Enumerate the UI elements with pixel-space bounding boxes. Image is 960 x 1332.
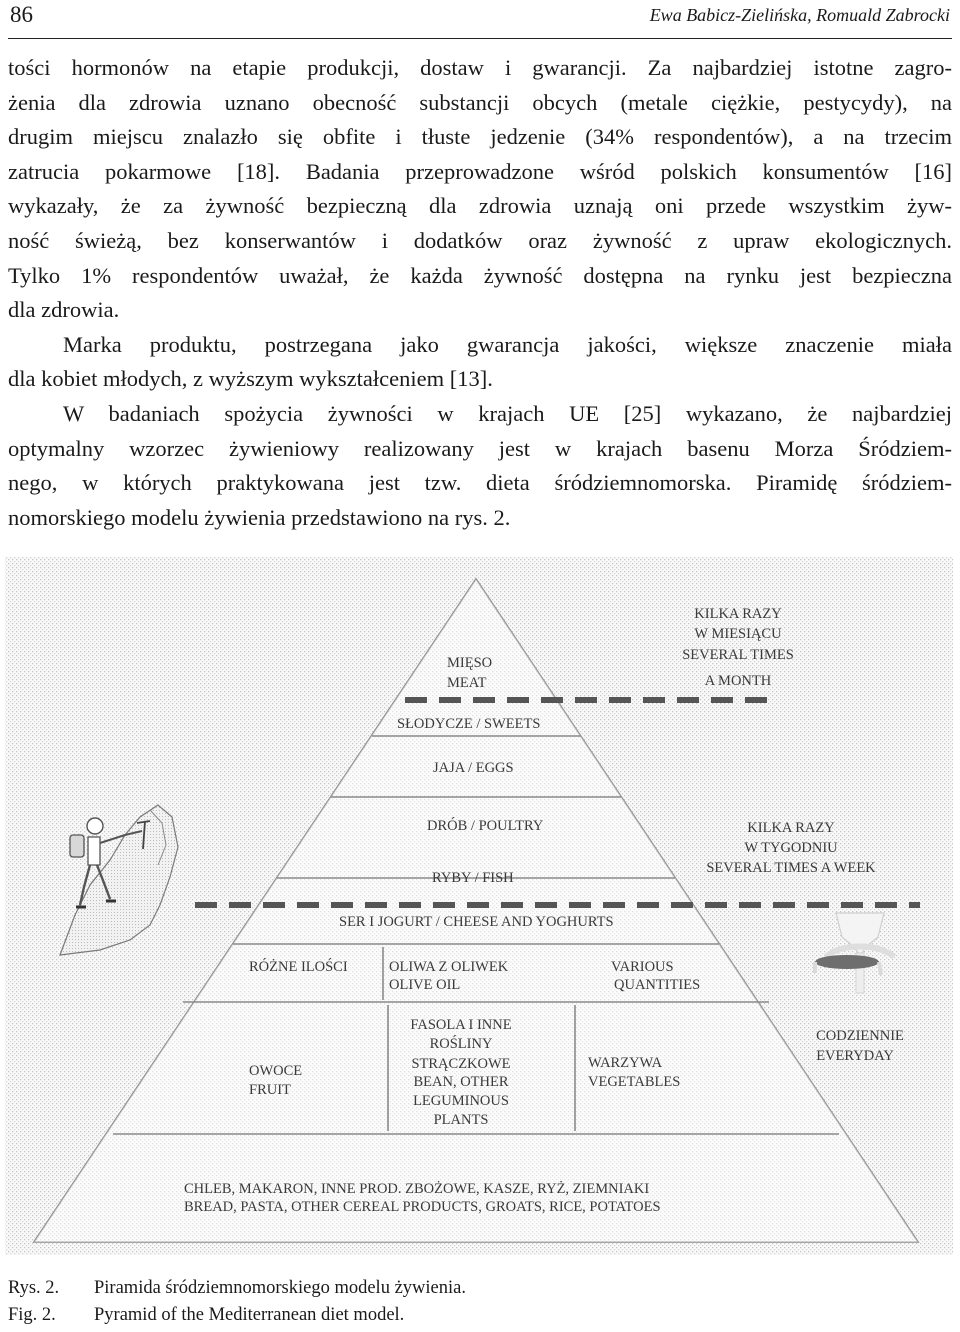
text-line: dla kobiet młodych, z wyższym wykształceniem [13]. — [8, 366, 493, 392]
page-header — [8, 0, 952, 39]
legumes-line: STRĄCZKOWE — [411, 1056, 511, 1072]
paragraph — [8, 328, 952, 397]
figure-captions — [8, 1275, 466, 1329]
frequency-line: KILKA RAZY — [747, 820, 835, 836]
text-line: Tylko 1% respondentów uważał, że każda żywność dostępna na rynku jest bezpieczna — [8, 262, 952, 288]
vegetables-label-pl: WARZYWA — [588, 1055, 663, 1071]
text-line: W badaniach spożycia żywności w krajach UE [25] wykazano, że najbardziej — [63, 400, 952, 426]
page-number: 86 — [10, 2, 33, 27]
poultry-label: DRÓB / POULTRY — [427, 818, 544, 834]
frequency-line: A MONTH — [704, 673, 772, 689]
legumes-line: FASOLA I INNE — [410, 1017, 512, 1033]
caption-text: Pyramid of the Mediterranean diet model. — [94, 1305, 405, 1325]
various-amounts-label-pl: RÓŻNE ILOŚCI — [249, 959, 348, 975]
legumes-line: ROŚLINY — [429, 1036, 493, 1052]
frequency-line: EVERYDAY — [816, 1048, 894, 1064]
caption-label: Fig. 2. — [8, 1305, 56, 1325]
caption-en — [8, 1302, 466, 1329]
various-quantities-label: QUANTITIES — [614, 977, 701, 993]
meat-label-pl: MIĘSO — [447, 655, 493, 671]
pyramid-figure — [0, 555, 960, 1267]
eggs-label: JAJA / EGGS — [433, 760, 514, 776]
text-line: zatrucia pokarmowe [18]. Badania przeprowadzone wśród polskich konsumentów [16] — [8, 158, 952, 184]
text-line: ność świeżą, bez konserwantów i dodatków oraz żywność z upraw ekologicznych. — [8, 227, 952, 253]
body-text — [8, 51, 952, 535]
sweets-label: SŁODYCZE / SWEETS — [397, 716, 541, 732]
frequency-line: W MIESIĄCU — [694, 626, 782, 642]
frequency-line: W TYGODNIU — [744, 840, 838, 856]
frequency-line: SEVERAL TIMES — [682, 647, 794, 663]
grains-label-pl: CHLEB, MAKARON, INNE PROD. ZBOŻOWE, KASZE, RYŻ, ZIEMNIAKI — [184, 1181, 650, 1197]
text-line: żenia dla zdrowia uznano obecność substancji obcych (metale ciężkie, pestycydy), na — [8, 89, 952, 115]
fish-label: RYBY / FISH — [432, 870, 514, 886]
legumes-line: BEAN, OTHER — [413, 1074, 509, 1090]
grains-label-en: BREAD, PASTA, OTHER CEREAL PRODUCTS, GROATS, RICE, POTATOES — [184, 1199, 661, 1215]
paragraph — [8, 397, 952, 535]
fruit-label-en: FRUIT — [249, 1082, 291, 1098]
text-line: wykazały, że za żywność bezpieczną dla zdrowia uznają oni przede wszystkim żyw- — [8, 193, 952, 219]
text-line: tości hormonów na etapie produkcji, dostaw i gwarancji. Za najbardziej istotne zagro- — [8, 55, 952, 80]
text-line: optymalny wzorzec żywieniowy realizowany jest w krajach basenu Morza Śródziem- — [8, 435, 952, 461]
caption-pl — [8, 1275, 466, 1302]
frequency-line: SEVERAL TIMES A WEEK — [706, 860, 876, 876]
legumes-line: PLANTS — [433, 1112, 489, 1128]
text-line: nego, w których praktykowana jest tzw. dieta śródziemnomorska. Piramidę śródziem- — [8, 470, 952, 496]
running-header-authors: Ewa Babicz-Zielińska, Romuald Zabrocki — [649, 5, 950, 25]
vegetables-label-en: VEGETABLES — [588, 1074, 681, 1090]
cheese-label: SER I JOGURT / CHEESE AND YOGHURTS — [339, 914, 614, 930]
fruit-label-pl: OWOCE — [249, 1063, 303, 1079]
meat-label-en: MEAT — [447, 675, 487, 691]
olive-oil-label-en: OLIVE OIL — [389, 977, 461, 993]
caption-text: Piramida śródziemnomorskiego modelu żywienia. — [94, 1278, 466, 1298]
text-line: dla zdrowia. — [8, 297, 120, 323]
text-line: Marka produktu, postrzegana jako gwarancja jakości, większe znaczenie miała — [63, 331, 952, 357]
text-line: drugim miejscu znalazło się obfite i tłuste jedzenie (34% respondentów), a na trzecim — [8, 124, 952, 150]
text-line: nomorskiego modelu żywienia przedstawiono na rys. 2. — [8, 504, 511, 530]
frequency-line: KILKA RAZY — [694, 606, 782, 622]
various-quantities-label: VARIOUS — [611, 959, 674, 975]
olive-oil-label-pl: OLIWA Z OLIWEK — [389, 959, 509, 975]
legumes-line: LEGUMINOUS — [413, 1093, 509, 1109]
frequency-line: CODZIENNIE — [816, 1028, 904, 1044]
paragraph — [8, 51, 952, 328]
caption-label: Rys. 2. — [8, 1278, 60, 1298]
